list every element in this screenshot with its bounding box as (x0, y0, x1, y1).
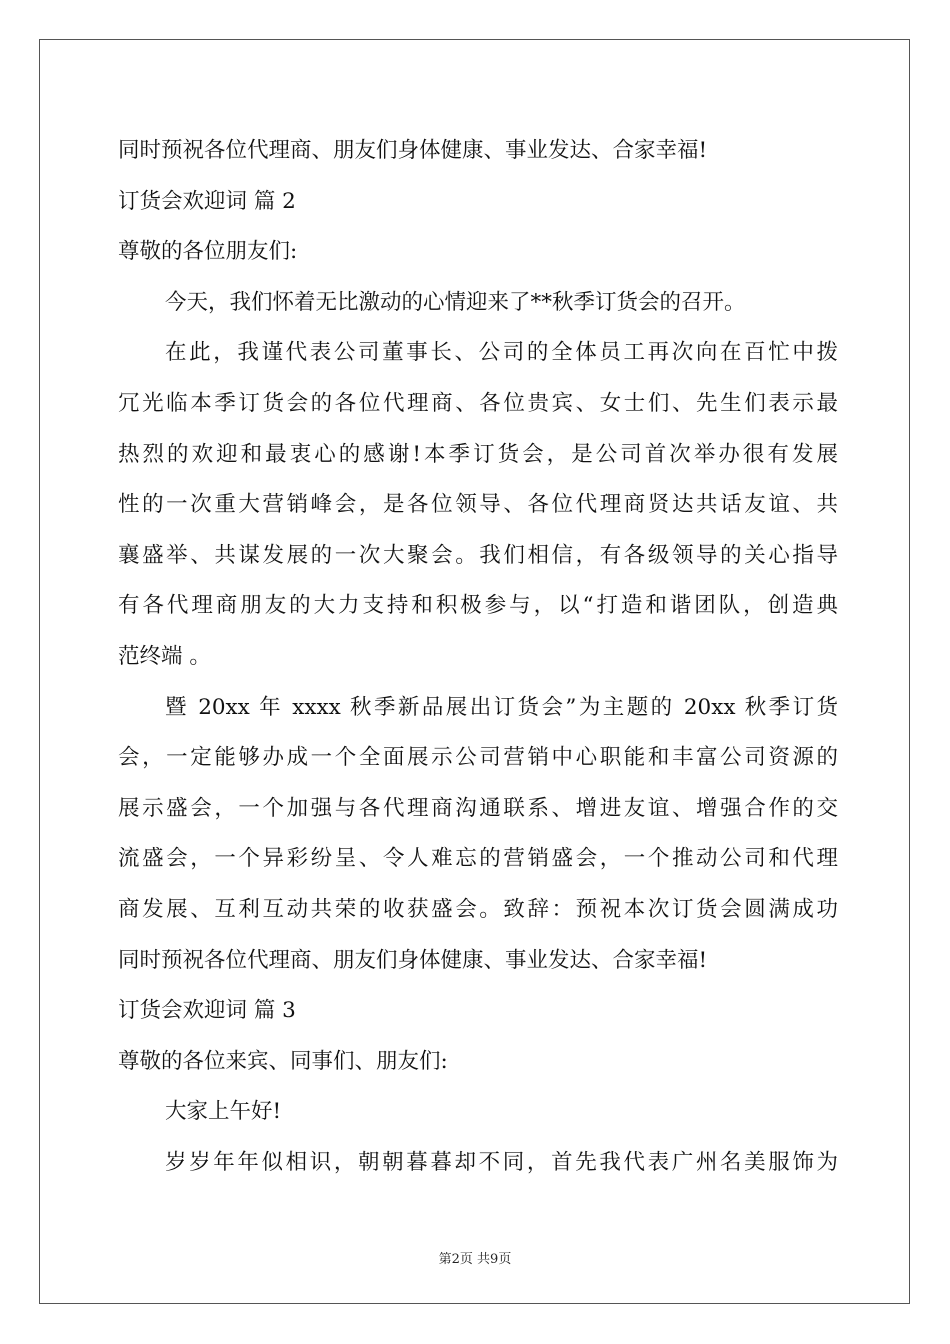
text-line: 岁岁年年似相识，朝朝暮暮却不同，首先我代表广州名美服饰为 (165, 1149, 838, 1175)
text-line: 有各代理商朋友的大力支持和积极参与，以“打造和谐团队，创造典 (118, 593, 838, 619)
text-line: 性的一次重大营销峰会，是各位领导、各位代理商贤达共话友谊、共 (118, 492, 838, 518)
text-line: 襄盛举、共谋发展的一次大聚会。我们相信，有各级领导的关心指导 (118, 542, 838, 568)
text-line: 同时预祝各位代理商、朋友们身体健康、事业发达、合家幸福! (118, 138, 708, 163)
text-line: 展示盛会，一个加强与各代理商沟通联系、增进友谊、增强合作的交 (118, 795, 838, 821)
text-line: 热烈的欢迎和最衷心的感谢!本季订货会，是公司首次举办很有发展 (118, 441, 838, 467)
text-line: 流盛会，一个异彩纷呈、令人难忘的营销盛会，一个推动公司和代理 (118, 846, 838, 872)
text-line: 范终端 。 (118, 643, 211, 669)
text-line: 大家上午好! (165, 1099, 282, 1125)
text-line: 尊敬的各位来宾、同事们、朋友们: (118, 1048, 448, 1074)
text-line: 冗光临本季订货会的各位代理商、各位贵宾、女士们、先生们表示最 (118, 390, 838, 416)
text-line: 商发展、互利互动共荣的收获盛会。致辞：预祝本次订货会圆满成功 (118, 896, 838, 922)
page-footer: 第2页 共9页 (438, 1252, 512, 1267)
text-line: 会，一定能够办成一个全面展示公司营销中心职能和丰富公司资源的 (118, 745, 838, 771)
text-line: 订货会欢迎词 篇 3 (118, 998, 296, 1024)
text-line: 尊敬的各位朋友们: (118, 239, 298, 265)
text-line: 今天，我们怀着无比激动的心情迎来了**秋季订货会的召开。 (165, 289, 746, 315)
text-line: 同时预祝各位代理商、朋友们身体健康、事业发达、合家幸福! (118, 947, 708, 973)
text-line: 订货会欢迎词 篇 2 (118, 188, 296, 214)
text-line: 暨 20xx 年 xxxx 秋季新品展出订货会”为主题的 20xx 秋季订货 (165, 694, 838, 720)
text-line: 在此，我谨代表公司董事长、公司的全体员工再次向在百忙中拨 (165, 340, 838, 366)
document-body (118, 126, 838, 1188)
